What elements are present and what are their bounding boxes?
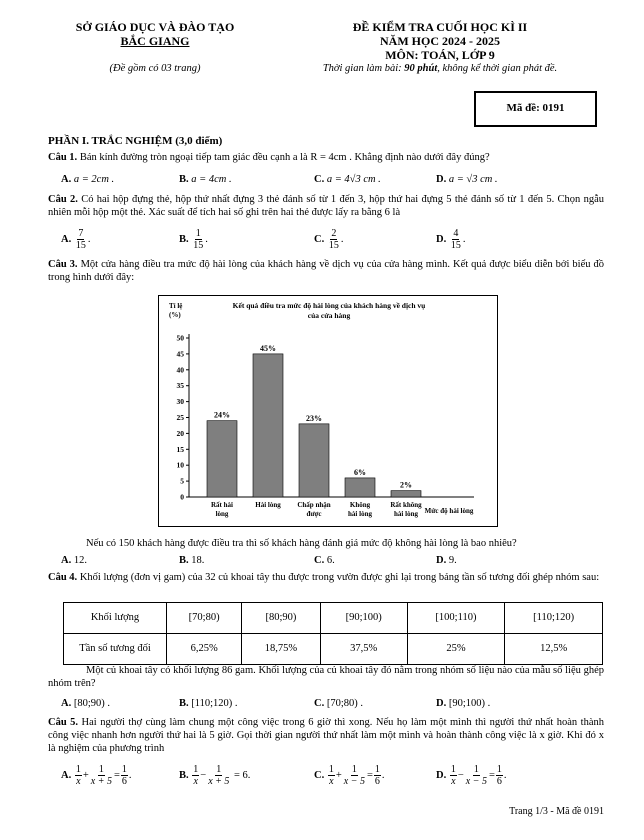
- q5-c-f1-den: x: [329, 776, 334, 787]
- q3-option-d[interactable]: [436, 554, 457, 567]
- page-footer: Trang 1/3 - Mã đề 0191: [509, 806, 604, 817]
- q5-d-f1-den: x: [451, 776, 456, 787]
- q5-text: Hai người thợ cùng làm chung một công việc trong 6 giờ thì xong. Nếu họ làm một mình thì người thứ nhất hoàn thành công việc nhanh hơn người thứ hai là 5 giờ. Gọi thời gian người thứ nhất làm một mình và hoàn thành công việc là x giờ. Khi đó x là nghiệm của phương trình: [48, 717, 604, 755]
- q2-option-c-label: C.: [314, 233, 325, 245]
- q5-a-frac1: [75, 764, 82, 787]
- chart-bar: [299, 424, 329, 497]
- q5-c-op: +: [335, 769, 342, 781]
- q4-text: Khối lượng (đơn vị gam) của 32 củ khoai tây thu được trong vườn được ghi lại trong bảng tần số tương đối ghép nhóm sau:: [77, 572, 600, 583]
- q3-options: [48, 554, 604, 568]
- q5-option-b-label: B.: [179, 769, 189, 781]
- subject: MÔN: TOÁN, LỚP 9: [385, 48, 495, 62]
- time-prefix: Thời gian làm bài:: [322, 63, 405, 74]
- q5-a-f1-den: x: [76, 776, 81, 787]
- q2-option-b[interactable]: B. $\frac{1}{15}$ .: [179, 228, 208, 251]
- q1-label: Câu 1.: [48, 152, 78, 163]
- chart-bar: [253, 354, 283, 497]
- time-suffix: , không kể thời gian phát đề.: [437, 63, 558, 74]
- table-cell: [110;120): [505, 603, 603, 634]
- q2-text: Có hai hộp đựng thẻ, hộp thứ nhất đựng 3 thẻ đánh số từ 1 đến 3, hộp thứ hai đựng 5 thẻ đánh số từ 1 đến 5. Chọn ngẫu nhiên mỗi hộp một thẻ. Xác suất để tích hai số ghi trên hai thẻ được lấy ra bằng 6 là: [48, 194, 604, 219]
- chart-y-tick-label: 5: [180, 476, 184, 486]
- question-1: [48, 151, 604, 164]
- q2-a-den: 15: [75, 240, 86, 251]
- q1-option-d-text: a = √3 cm .: [448, 174, 498, 185]
- q2-c-num: 2: [331, 228, 337, 239]
- q4-option-b-text: [110;120) .: [191, 698, 238, 709]
- school-header: [40, 20, 270, 75]
- q4-option-d-text: [90;100) .: [448, 698, 491, 709]
- chart-category-label: hài lòng: [394, 510, 418, 518]
- q4-option-c-text: [70;80) .: [326, 698, 364, 709]
- table-row: [64, 603, 603, 634]
- q2-option-b-label: B.: [179, 233, 189, 245]
- q1-option-c[interactable]: [314, 173, 381, 186]
- chart-y-tick-label: 50: [176, 333, 184, 343]
- q5-b-f1-den: x: [193, 776, 198, 787]
- q5-a-op: +: [82, 769, 89, 781]
- table-cell: [90;100): [320, 603, 407, 634]
- chart-xlabel: Mức độ hài lòng: [424, 507, 474, 515]
- q4-option-a-text: [80;90) .: [73, 698, 111, 709]
- chart-y-tick-label: 35: [176, 381, 184, 391]
- q2-option-a-label: A.: [61, 233, 72, 245]
- q4-option-d-label: D.: [436, 698, 447, 709]
- q5-option-d[interactable]: D. $\frac{1}{x}$ − $\frac{1}{x - 5}$ = $\frac{1}{6}$ .: [436, 764, 507, 787]
- q4-option-c-label: C.: [314, 698, 325, 709]
- q3-option-c-label: C.: [314, 555, 325, 566]
- q5-d-frac3: [496, 764, 503, 787]
- chart-category-label: Rất không: [390, 501, 422, 509]
- exam-code: Mã đề: 0191: [506, 102, 565, 115]
- q3-follow: Nếu có 150 khách hàng được điều tra thì số khách hàng đánh giá mức độ không hài lòng là bao nhiêu?: [86, 538, 517, 549]
- chart-y-tick-label: 20: [176, 428, 184, 438]
- question-4: [48, 571, 604, 584]
- exam-code-box: [474, 91, 597, 127]
- q1-option-a[interactable]: [61, 173, 114, 186]
- q3-option-c-text: 6.: [326, 555, 335, 566]
- chart-y-tick-label: 25: [176, 413, 184, 422]
- question-5: [48, 716, 604, 755]
- q2-d-den: 15: [450, 240, 461, 251]
- chart-y-tick-label: 40: [176, 365, 184, 375]
- q4-option-d[interactable]: [436, 697, 490, 710]
- q3-option-d-text: 9.: [448, 555, 457, 566]
- school-year: NĂM HỌC 2024 - 2025: [380, 34, 500, 48]
- q5-d-f2-num: 1: [473, 764, 479, 775]
- table-row: [64, 634, 603, 665]
- q2-option-d-label: D.: [436, 233, 447, 245]
- chart-data-label: 23%: [306, 413, 322, 423]
- table-cell: Khối lượng: [64, 603, 167, 634]
- q2-c-den: 15: [328, 240, 339, 251]
- chart-category-label: Hài lòng: [255, 501, 281, 509]
- q5-a-f1-num: 1: [75, 764, 81, 775]
- chart-bars: [207, 344, 422, 518]
- q2-options: [48, 228, 604, 254]
- table-cell: 6,25%: [167, 634, 242, 665]
- chart-category-label: Không: [349, 501, 371, 509]
- q3-option-d-label: D.: [436, 555, 447, 566]
- province-name: BẮC GIANG: [120, 34, 190, 48]
- q5-a-frac2: [90, 764, 113, 787]
- q5-d-f3-num: 1: [496, 764, 502, 775]
- q1-text: Bán kính đường tròn ngoại tiếp tam giác đều cạnh a là R = 4cm . Khẳng định nào dưới đây đúng?: [77, 152, 490, 163]
- q5-option-a[interactable]: A. $\frac{1}{x}$ + $\frac{1}{x + 5}$ = $\frac{1}{6}$ .: [61, 764, 132, 787]
- chart-bar: [207, 421, 237, 497]
- q5-option-a-label: A.: [61, 769, 72, 781]
- chart-category-label: Rất hài: [211, 501, 233, 509]
- table-cell: 12,5%: [505, 634, 603, 665]
- q5-b-op: −: [200, 769, 207, 781]
- chart-y-tick-label: 45: [176, 349, 184, 359]
- q1-option-a-text: a = 2cm .: [73, 174, 115, 185]
- q4-follow: Một củ khoai tây có khối lượng 86 gam. Khối lượng của củ khoai tây đó nằm trong nhóm số liệu nào của mẫu số liệu ghép nhóm trên?: [48, 665, 604, 690]
- q3-option-a-text: 12.: [73, 555, 87, 566]
- table-cell: Tần số tương đối: [64, 634, 167, 665]
- exam-header: [270, 20, 610, 75]
- q5-b-f2-num: 1: [216, 764, 222, 775]
- q2-a-num: 7: [78, 228, 84, 239]
- q2-option-a-fraction: [75, 228, 87, 251]
- q5-d-f2-den: x − 5: [465, 776, 487, 787]
- q2-option-b-fraction: [192, 228, 204, 251]
- q5-c-frac3: [374, 764, 381, 787]
- q1-option-d-label: D.: [436, 174, 447, 185]
- q5-a-f2-num: 1: [98, 764, 104, 775]
- q5-b-result: 6: [242, 769, 248, 781]
- page-count-note: (Đề gồm có 03 trang): [109, 63, 201, 74]
- q4-label: Câu 4.: [48, 572, 78, 583]
- q5-option-c[interactable]: C. $\frac{1}{x}$ + $\frac{1}{x - 5}$ = $\frac{1}{6}$ .: [314, 764, 385, 787]
- chart-bar: [345, 478, 375, 497]
- q5-option-d-label: D.: [436, 769, 447, 781]
- q2-b-num: 1: [195, 228, 201, 239]
- q2-option-d-fraction: [450, 228, 462, 251]
- chart-bar: [391, 491, 421, 497]
- chart-y-tick-label: 15: [176, 444, 184, 454]
- table-cell: [80;90): [242, 603, 320, 634]
- question-2: [48, 193, 604, 219]
- table-cell: 37,5%: [320, 634, 407, 665]
- q2-d-num: 4: [453, 228, 459, 239]
- chart-category-label: lòng: [215, 510, 229, 518]
- q3-option-c[interactable]: [314, 554, 335, 567]
- q5-b-frac2: [207, 764, 230, 787]
- question-3: [48, 258, 604, 284]
- q5-options: [48, 764, 604, 792]
- q3-text: Một cửa hàng điều tra mức độ hài lòng của khách hàng về dịch vụ của cửa hàng mình. Kết quả được biểu diễn bởi biểu đồ trong hình dưới đây:: [48, 259, 604, 284]
- table-cell: [70;80): [167, 603, 242, 634]
- q2-b-den: 15: [193, 240, 204, 251]
- q5-label: Câu 5.: [48, 717, 79, 728]
- q5-c-frac1: [328, 764, 335, 787]
- table-cell: 25%: [407, 634, 505, 665]
- q4-option-c[interactable]: [314, 697, 363, 710]
- table-cell: 18,75%: [242, 634, 320, 665]
- q5-c-f2-num: 1: [351, 764, 357, 775]
- q1-options: [48, 173, 604, 189]
- q5-d-f3-den: 6: [496, 776, 502, 787]
- time-bold: 90 phút: [404, 63, 438, 74]
- chart-ylabel-line1: Tỉ lệ: [169, 302, 183, 310]
- q2-option-d[interactable]: D. $\frac{4}{15}$ .: [436, 228, 466, 251]
- q5-a-f2-den: x + 5: [90, 776, 112, 787]
- q3-option-b[interactable]: [179, 554, 204, 567]
- q1-option-d[interactable]: [436, 173, 498, 186]
- q5-c-f3-num: 1: [374, 764, 380, 775]
- chart-y-tick-label: 10: [176, 460, 184, 470]
- chart-y-tick-label: 30: [176, 397, 184, 407]
- q5-a-f3-den: 6: [121, 776, 127, 787]
- q4-options: [48, 697, 604, 711]
- q5-c-f3-den: 6: [374, 776, 380, 787]
- satisfaction-chart: [158, 295, 498, 527]
- q1-option-c-label: C.: [314, 174, 325, 185]
- chart-title: Kết quả điều tra mức độ hài lòng của khách hàng về dịch vụ: [232, 301, 426, 310]
- chart-svg: [159, 296, 497, 526]
- q2-label: Câu 2.: [48, 194, 78, 205]
- chart-category-label: được: [306, 510, 322, 518]
- q5-b-f2-den: x + 5: [208, 776, 230, 787]
- q3-option-a[interactable]: [61, 554, 87, 567]
- q2-option-c-fraction: [328, 228, 340, 251]
- q5-option-b[interactable]: B. $\frac{1}{x}$ − $\frac{1}{x + 5}$ = 6.: [179, 764, 251, 787]
- q2-option-c[interactable]: C. $\frac{2}{15}$ .: [314, 228, 344, 251]
- q4-option-a-label: A.: [61, 698, 72, 709]
- q5-c-f2-den: x − 5: [343, 776, 365, 787]
- q5-c-f1-num: 1: [328, 764, 334, 775]
- q1-option-b[interactable]: [179, 173, 232, 186]
- q5-a-f3-num: 1: [121, 764, 127, 775]
- q5-d-frac2: [465, 764, 488, 787]
- q5-c-frac2: [343, 764, 366, 787]
- chart-data-label: 45%: [260, 343, 276, 353]
- q5-d-op: −: [457, 769, 464, 781]
- q2-option-a[interactable]: A. $\frac{7}{15}$ .: [61, 228, 91, 251]
- q5-a-frac3: [121, 764, 128, 787]
- chart-data-label: 6%: [354, 467, 366, 477]
- q4-option-b[interactable]: [179, 697, 238, 710]
- chart-y-tick-label: 0: [180, 492, 184, 502]
- q5-b-frac1: [192, 764, 199, 787]
- q3-option-b-text: 18.: [191, 555, 205, 566]
- chart-data-label: 24%: [214, 410, 230, 420]
- q5-d-frac1: [450, 764, 457, 787]
- q1-option-a-label: A.: [61, 174, 72, 185]
- time-note: [270, 62, 610, 75]
- q4-option-b-label: B.: [179, 698, 189, 709]
- frequency-table: [63, 602, 603, 665]
- q5-option-c-label: C.: [314, 769, 325, 781]
- q3-option-b-label: B.: [179, 555, 189, 566]
- chart-ylabel-line2: (%): [169, 311, 181, 319]
- q5-b-f1-num: 1: [193, 764, 199, 775]
- q1-option-b-text: a = 4cm .: [191, 174, 232, 185]
- chart-category-label: Chấp nhận: [297, 501, 331, 509]
- q1-option-b-label: B.: [179, 174, 189, 185]
- q5-d-f1-num: 1: [450, 764, 456, 775]
- table-cell: [100;110): [407, 603, 505, 634]
- q1-option-c-text: a = 4√3 cm .: [326, 174, 381, 185]
- q3-option-a-label: A.: [61, 555, 72, 566]
- department-name: SỞ GIÁO DỤC VÀ ĐÀO TẠO: [75, 20, 235, 34]
- exam-title: ĐỀ KIỂM TRA CUỐI HỌC KÌ II: [352, 20, 528, 34]
- chart-title-line2: của cửa hàng: [307, 311, 351, 320]
- q3-label: Câu 3.: [48, 259, 78, 270]
- part1-title: PHẦN I. TRẮC NGHIỆM (3,0 điểm): [48, 135, 223, 147]
- q4-option-a[interactable]: [61, 697, 110, 710]
- chart-data-label: 2%: [400, 480, 412, 490]
- chart-category-label: hài lòng: [348, 510, 372, 518]
